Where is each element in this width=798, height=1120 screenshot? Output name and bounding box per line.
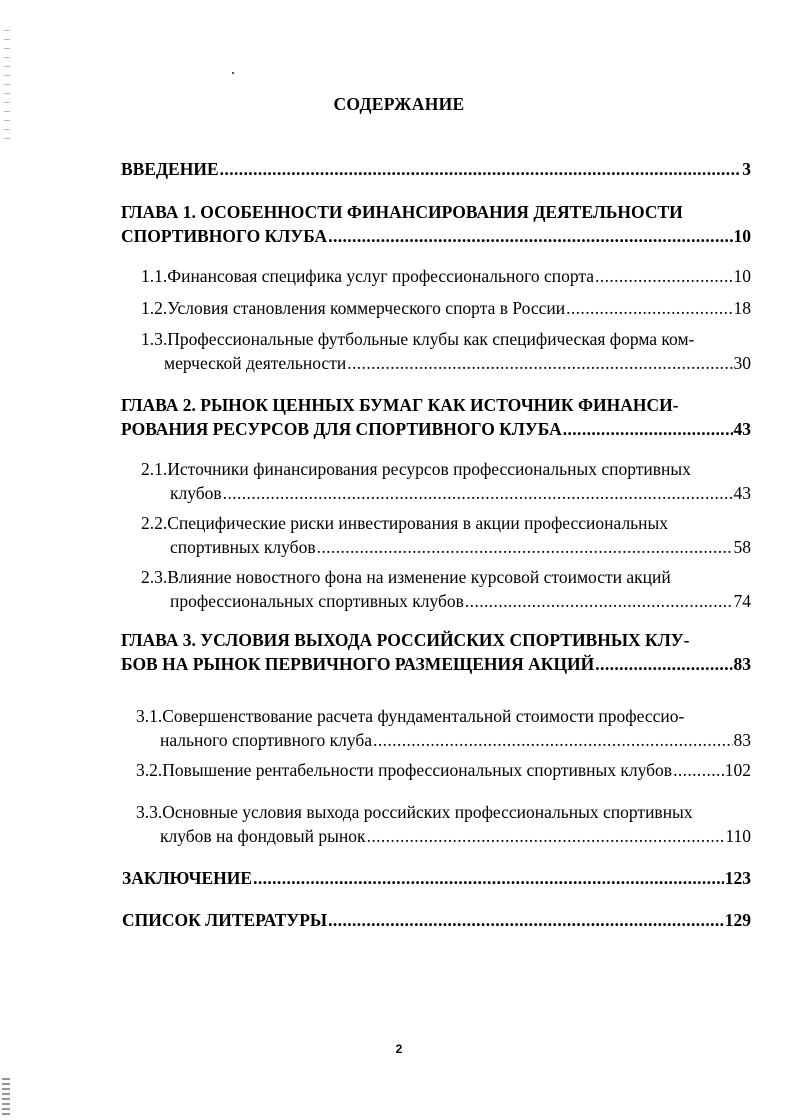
leader-dots	[563, 417, 733, 441]
toc-page-number: 30	[733, 353, 751, 373]
toc-entry-section-3-1[interactable]	[136, 704, 751, 752]
toc-entry-label: 3.3.Основные условия выхода российских профессиональных спортивных	[136, 802, 693, 822]
toc-entry-label: нального спортивного клуба	[160, 730, 373, 750]
toc-entry-section-2-1[interactable]	[141, 457, 751, 505]
scan-speck	[232, 72, 234, 74]
toc-entry-references[interactable]	[122, 908, 751, 932]
toc-page-number: 110	[725, 826, 751, 846]
toc-page-number: 58	[733, 537, 751, 557]
toc-entry-label: СПИСОК ЛИТЕРАТУРЫ	[122, 910, 328, 930]
toc-entry-label: 3.1.Совершенствование расчета фундаментальной стоимости профессио-	[136, 706, 685, 726]
leader-dots	[220, 157, 742, 181]
toc-entry-section-2-3[interactable]	[141, 565, 751, 613]
toc-page-number: 123	[724, 868, 751, 888]
toc-entry-label: РОВАНИЯ РЕСУРСОВ ДЛЯ СПОРТИВНОГО КЛУБА	[121, 419, 562, 439]
leader-dots	[673, 758, 724, 782]
leader-dots	[328, 908, 724, 932]
leader-dots	[566, 296, 732, 320]
toc-page-number: 3	[742, 159, 751, 179]
toc-entry-chapter-1[interactable]	[121, 200, 751, 248]
toc-entry-label: СПОРТИВНОГО КЛУБА	[121, 226, 328, 246]
leader-dots	[347, 351, 732, 375]
toc-entry-label: ГЛАВА 2. РЫНОК ЦЕННЫХ БУМАГ КАК ИСТОЧНИК ФИНАНСИ-	[121, 395, 679, 415]
toc-page-number: 43	[733, 483, 751, 503]
toc-page-number: 102	[724, 760, 751, 780]
toc-entry-label: 2.2.Специфические риски инвестирования в акции профессиональных	[141, 513, 669, 533]
toc-page-number: 83	[733, 654, 751, 674]
leader-dots	[253, 866, 724, 890]
toc-entry-label: 3.2.Повышение рентабельности профессиональных спортивных клубов	[136, 760, 673, 780]
toc-entry-label: 1.3.Профессиональные футбольные клубы как специфическая форма ком-	[141, 329, 695, 349]
leader-dots	[223, 481, 733, 505]
leader-dots	[367, 824, 725, 848]
toc-entry-label: клубов	[170, 483, 222, 503]
toc-entry-label: ГЛАВА 1. ОСОБЕННОСТИ ФИНАНСИРОВАНИЯ ДЕЯТЕЛЬНОСТИ	[121, 202, 683, 222]
page-number: 2	[395, 1042, 403, 1056]
leader-dots	[328, 224, 732, 248]
leader-dots	[317, 535, 733, 559]
toc-entry-label: 1.1.Финансовая специфика услуг профессионального спорта	[141, 266, 595, 286]
toc-entry-label: профессиональных спортивных клубов	[170, 591, 464, 611]
toc-entry-section-2-2[interactable]	[141, 511, 751, 559]
leader-dots	[373, 728, 732, 752]
toc-entry-section-3-3[interactable]	[136, 800, 751, 848]
toc-entry-label: 2.1.Источники финансирования ресурсов профессиональных спортивных	[141, 459, 691, 479]
toc-page-number: 43	[733, 419, 751, 439]
leader-dots	[595, 264, 732, 288]
toc-title: СОДЕРЖАНИЕ	[333, 94, 465, 114]
toc-page-number: 74	[733, 591, 751, 611]
toc-page-number: 18	[733, 298, 751, 318]
toc-entry-label: 2.3.Влияние новостного фона на изменение курсовой стоимости акций	[141, 567, 671, 587]
toc-entry-conclusion[interactable]	[122, 866, 751, 890]
toc-entry-label: ГЛАВА 3. УСЛОВИЯ ВЫХОДА РОССИЙСКИХ СПОРТИВНЫХ КЛУ-	[121, 630, 690, 650]
toc-entry-label: клубов на фондовый рынок	[160, 826, 366, 846]
toc-entry-chapter-3[interactable]	[121, 628, 751, 676]
toc-page-number: 10	[733, 266, 751, 286]
scan-edge-marks	[4, 30, 10, 140]
toc-entry-label: спортивных клубов	[170, 537, 316, 557]
toc-entry-label: 1.2.Условия становления коммерческого спорта в России	[141, 298, 566, 318]
leader-dots	[595, 652, 732, 676]
toc-entry-label: БОВ НА РЫНОК ПЕРВИЧНОГО РАЗМЕЩЕНИЯ АКЦИЙ	[121, 654, 595, 674]
toc-entry-label: ЗАКЛЮЧЕНИЕ	[122, 868, 253, 888]
toc-page-number: 129	[724, 910, 751, 930]
toc-entry-chapter-2[interactable]	[121, 393, 751, 441]
toc-entry-introduction[interactable]	[121, 157, 751, 181]
leader-dots	[465, 589, 733, 613]
toc-entry-section-1-2[interactable]	[141, 296, 751, 320]
scan-edge-marks-bottom	[2, 1078, 10, 1116]
toc-entry-label: ВВЕДЕНИЕ	[121, 159, 219, 179]
toc-page-number: 83	[733, 730, 751, 750]
toc-page-number: 10	[733, 226, 751, 246]
toc-entry-section-1-3[interactable]	[141, 327, 751, 375]
toc-entry-label: мерческой деятельности	[164, 353, 347, 373]
toc-entry-section-1-1[interactable]	[141, 264, 751, 288]
toc-entry-section-3-2[interactable]	[136, 758, 751, 782]
